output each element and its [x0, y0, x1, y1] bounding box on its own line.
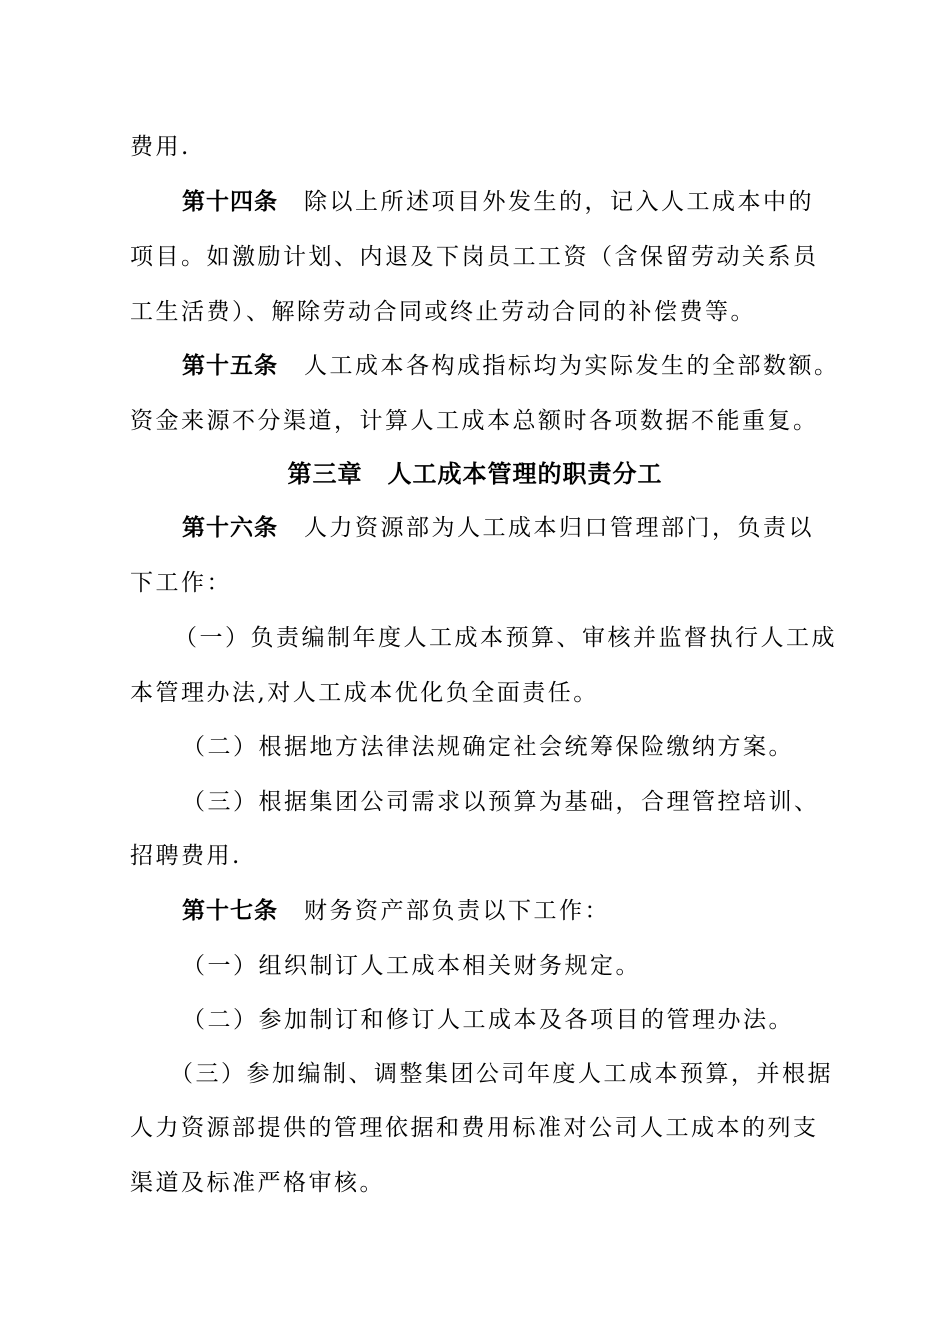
article-17-item-3-line-2: 人力资源部提供的管理依据和费用标准对公司人工成本的列支	[130, 1115, 819, 1141]
article-14-line-3: 工生活费）、解除劳动合同或终止劳动合同的补偿费等。	[130, 299, 756, 325]
article-15-line-1	[182, 350, 887, 382]
article-15-label: 第十五条	[182, 353, 278, 379]
text-line: 费用.	[130, 134, 191, 160]
article-15-line-2: 资金来源不分渠道，计算人工成本总额时各项数据不能重复。	[130, 408, 819, 434]
article-17-label: 第十七条	[182, 898, 278, 924]
article-17-item-3-line-3: 渠道及标准严格审核。	[130, 1170, 385, 1196]
chapter-heading: 第三章 人工成本管理的职责分工	[287, 460, 663, 488]
article-16-item-1-line-1: （一）负责编制年度人工成本预算、审核并监督执行人工成	[174, 625, 837, 651]
article-15-text: 人工成本各构成指标均为实际发生的全部数额。	[304, 353, 840, 379]
article-17-item-3-line-1: （三）参加编制、调整集团公司年度人工成本预算，并根据	[170, 1061, 833, 1087]
article-16-line-1	[182, 512, 887, 544]
article-14-label: 第十四条	[182, 189, 278, 215]
article-16-item-3-line-2: 招聘费用.	[130, 843, 242, 869]
article-14-text: 除以上所述项目外发生的，记入人工成本中的	[304, 189, 814, 215]
article-16-item-1-line-2: 本管理办法,对人工成本优化负全面责任。	[130, 680, 599, 706]
article-17-text: 财务资产部负责以下工作：	[304, 898, 610, 924]
article-16-text: 人力资源部为人工成本归口管理部门，负责以	[304, 515, 814, 541]
article-16-item-3-line-1: （三）根据集团公司需求以预算为基础，合理管控培训、	[182, 789, 820, 815]
article-17-line-1	[182, 895, 887, 927]
article-17-item-1: （一）组织制订人工成本相关财务规定。	[182, 953, 641, 979]
article-17-item-2: （二）参加制订和修订人工成本及各项目的管理办法。	[182, 1007, 794, 1033]
article-14-line-1	[182, 186, 887, 218]
article-16-label: 第十六条	[182, 515, 278, 541]
article-16-line-2: 下工作：	[130, 570, 232, 596]
article-14-line-2: 项目。如激励计划、内退及下岗员工工资（含保留劳动关系员	[130, 244, 819, 270]
article-16-item-2: （二）根据地方法律法规确定社会统筹保险缴纳方案。	[182, 734, 794, 760]
